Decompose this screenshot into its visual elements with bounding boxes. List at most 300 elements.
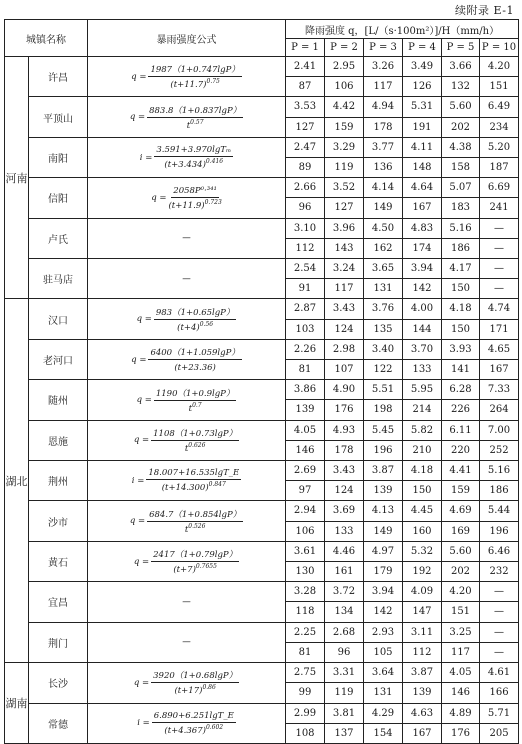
intensity-h-value: 137 bbox=[325, 723, 364, 743]
formula-exponent: 0.626 bbox=[188, 441, 206, 449]
formula-denominator bbox=[189, 401, 202, 414]
formula-exponent: 0.57 bbox=[190, 118, 204, 126]
table-row bbox=[5, 259, 519, 279]
intensity-h-value: — bbox=[480, 238, 519, 258]
intensity-q-value: 5.60 bbox=[442, 541, 480, 561]
intensity-q-value: 5.32 bbox=[403, 541, 442, 561]
intensity-h-value: 149 bbox=[364, 198, 403, 218]
formula-lhs: q = bbox=[129, 112, 146, 123]
intensity-h-value: 117 bbox=[325, 279, 364, 299]
formula-cell bbox=[88, 259, 286, 299]
formula-numerator: 1190（1+0.9lgP） bbox=[155, 388, 235, 399]
intensity-h-value: 148 bbox=[403, 158, 442, 178]
intensity-q-value: 5.16 bbox=[442, 218, 480, 238]
formula-denominator-base: (t+4) bbox=[177, 322, 200, 333]
intensity-q-value: 5.82 bbox=[403, 420, 442, 440]
formula-lhs: i = bbox=[137, 718, 150, 729]
intensity-q-value: — bbox=[480, 218, 519, 238]
intensity-h-value: 96 bbox=[325, 642, 364, 662]
intensity-q-value: 5.45 bbox=[364, 420, 403, 440]
intensity-q-value: 4.83 bbox=[403, 218, 442, 238]
intensity-h-value: 127 bbox=[325, 198, 364, 218]
table-row bbox=[5, 299, 519, 319]
table-row bbox=[5, 663, 519, 683]
formula-cell bbox=[88, 663, 286, 703]
formula-numerator: 1108（1+0.73lgP） bbox=[153, 428, 238, 439]
table-row bbox=[5, 339, 519, 359]
intensity-h-value: 183 bbox=[442, 198, 480, 218]
formula-lhs: q = bbox=[131, 354, 147, 365]
intensity-h-value: 131 bbox=[364, 279, 403, 299]
intensity-h-value: 252 bbox=[480, 440, 519, 460]
header-period: P = 3 bbox=[364, 39, 403, 57]
intensity-h-value: 144 bbox=[403, 319, 442, 339]
formula-fraction bbox=[154, 387, 237, 414]
formula-denominator-base: (t+23.36) bbox=[174, 362, 216, 373]
formula-cell bbox=[88, 178, 286, 218]
formula-lhs: q = bbox=[133, 435, 150, 446]
intensity-h-value: 96 bbox=[286, 198, 325, 218]
intensity-h-value: 112 bbox=[286, 238, 325, 258]
intensity-h-value: 202 bbox=[442, 562, 480, 582]
formula-exponent: 0.847 bbox=[208, 481, 226, 489]
intensity-h-value: 187 bbox=[480, 158, 519, 178]
intensity-q-value: 2.41 bbox=[286, 57, 325, 77]
formula-exponent: 0.7655 bbox=[195, 563, 217, 571]
formula-denominator bbox=[174, 360, 216, 373]
formula-cell bbox=[88, 57, 286, 97]
formula-none: — bbox=[182, 637, 191, 648]
intensity-h-value: 167 bbox=[403, 198, 442, 218]
formula-fraction bbox=[154, 145, 233, 170]
city-name: 卢氏 bbox=[29, 218, 88, 258]
intensity-q-value: 4.69 bbox=[442, 501, 480, 521]
intensity-h-value: 139 bbox=[286, 400, 325, 420]
intensity-h-value: 161 bbox=[325, 562, 364, 582]
intensity-q-value: 4.41 bbox=[442, 461, 480, 481]
intensity-q-value: 2.93 bbox=[364, 622, 403, 642]
continuation-label: 续附录 E-1 bbox=[455, 4, 514, 17]
intensity-q-value: 3.93 bbox=[442, 339, 480, 359]
intensity-q-value: 5.20 bbox=[480, 137, 519, 157]
intensity-q-value: 3.86 bbox=[286, 380, 325, 400]
rainfall-intensity-table bbox=[4, 19, 519, 744]
table-row bbox=[5, 57, 519, 77]
intensity-h-value: 130 bbox=[286, 562, 325, 582]
formula-denominator bbox=[185, 522, 206, 535]
formula-denominator-base: t bbox=[186, 120, 191, 131]
intensity-h-value: 196 bbox=[480, 521, 519, 541]
intensity-h-value: 159 bbox=[325, 117, 364, 137]
formula-fraction bbox=[148, 346, 241, 373]
intensity-h-value: 122 bbox=[364, 360, 403, 380]
header-period: P = 2 bbox=[325, 39, 364, 57]
formula-fraction bbox=[146, 468, 241, 493]
header-formula: 暴雨强度公式 bbox=[88, 20, 286, 57]
intensity-h-value: 139 bbox=[364, 481, 403, 501]
intensity-h-value: 178 bbox=[364, 117, 403, 137]
intensity-q-value: 4.20 bbox=[442, 582, 480, 602]
formula-lhs: q = bbox=[133, 556, 150, 567]
table-row bbox=[5, 622, 519, 642]
city-name: 恩施 bbox=[29, 420, 88, 460]
city-name: 黄石 bbox=[29, 541, 88, 581]
formula-lhs: q = bbox=[129, 516, 146, 527]
intensity-q-value: 4.11 bbox=[403, 137, 442, 157]
intensity-h-value: 103 bbox=[286, 319, 325, 339]
intensity-q-value: 3.65 bbox=[364, 259, 403, 279]
city-name: 信阳 bbox=[29, 178, 88, 218]
intensity-q-value: 5.31 bbox=[403, 97, 442, 117]
intensity-h-value: 158 bbox=[442, 158, 480, 178]
intensity-q-value: 3.70 bbox=[403, 339, 442, 359]
intensity-h-value: 191 bbox=[403, 117, 442, 137]
formula-fraction bbox=[151, 427, 239, 454]
intensity-q-value: 4.38 bbox=[442, 137, 480, 157]
formula-exponent: 0.416 bbox=[205, 158, 224, 166]
intensity-q-value: 3.31 bbox=[325, 663, 364, 683]
formula-denominator bbox=[164, 157, 223, 170]
city-name: 平顶山 bbox=[29, 97, 88, 137]
formula-lhs: i = bbox=[131, 475, 145, 486]
intensity-q-value: 3.77 bbox=[364, 137, 403, 157]
province-name: 湖南 bbox=[5, 663, 29, 744]
intensity-q-value: 4.94 bbox=[364, 97, 403, 117]
city-name: 长沙 bbox=[29, 663, 88, 703]
intensity-q-value: — bbox=[480, 259, 519, 279]
intensity-q-value: 3.43 bbox=[325, 461, 364, 481]
intensity-h-value: 143 bbox=[325, 238, 364, 258]
formula-denominator bbox=[168, 198, 221, 211]
intensity-q-value: 3.52 bbox=[325, 178, 364, 198]
intensity-q-value: 2.94 bbox=[286, 501, 325, 521]
formula-denominator-base: (t+4.367) bbox=[164, 725, 206, 736]
intensity-q-value: 4.46 bbox=[325, 541, 364, 561]
intensity-h-value: 214 bbox=[403, 400, 442, 420]
formula-numerator: 3.591+3.970lgTₘ bbox=[156, 145, 232, 156]
intensity-q-value: 3.87 bbox=[364, 461, 403, 481]
intensity-h-value: 151 bbox=[480, 77, 519, 97]
intensity-h-value: 118 bbox=[286, 602, 325, 622]
header-period: P = 10 bbox=[480, 39, 519, 57]
intensity-h-value: 151 bbox=[442, 602, 480, 622]
intensity-q-value: 2.54 bbox=[286, 259, 325, 279]
intensity-q-value: 5.44 bbox=[480, 501, 519, 521]
intensity-h-value: 134 bbox=[325, 602, 364, 622]
intensity-q-value: 3.29 bbox=[325, 137, 364, 157]
formula-lhs: q = bbox=[136, 314, 152, 325]
intensity-h-value: 174 bbox=[403, 238, 442, 258]
intensity-h-value: 210 bbox=[403, 440, 442, 460]
formula-numerator: 6400（1+1.059lgP） bbox=[150, 348, 240, 359]
intensity-q-value: 6.11 bbox=[442, 420, 480, 440]
intensity-h-value: 150 bbox=[442, 279, 480, 299]
intensity-h-value: 220 bbox=[442, 440, 480, 460]
intensity-h-value: 146 bbox=[286, 440, 325, 460]
intensity-q-value: 4.64 bbox=[403, 178, 442, 198]
intensity-q-value: 4.14 bbox=[364, 178, 403, 198]
intensity-q-value: 4.74 bbox=[480, 299, 519, 319]
formula-fraction bbox=[152, 711, 236, 736]
intensity-q-value: 3.81 bbox=[325, 703, 364, 723]
city-name: 南阳 bbox=[29, 137, 88, 177]
intensity-q-value: 3.53 bbox=[286, 97, 325, 117]
formula-denominator bbox=[170, 77, 219, 90]
intensity-q-value: 4.65 bbox=[480, 339, 519, 359]
intensity-q-value: 4.61 bbox=[480, 663, 519, 683]
intensity-q-value: 6.69 bbox=[480, 178, 519, 198]
intensity-h-value: 234 bbox=[480, 117, 519, 137]
intensity-q-value: 3.24 bbox=[325, 259, 364, 279]
formula-none: — bbox=[182, 273, 191, 284]
formula-denominator bbox=[164, 723, 223, 736]
intensity-q-value: 2.26 bbox=[286, 339, 325, 359]
intensity-q-value: 2.75 bbox=[286, 663, 325, 683]
formula-exponent: 0.7 bbox=[192, 401, 202, 409]
intensity-h-value: 186 bbox=[480, 481, 519, 501]
intensity-h-value: 135 bbox=[364, 319, 403, 339]
intensity-q-value: 2.99 bbox=[286, 703, 325, 723]
intensity-h-value: 131 bbox=[364, 683, 403, 703]
intensity-h-value: 171 bbox=[480, 319, 519, 339]
intensity-h-value: 264 bbox=[480, 400, 519, 420]
formula-numerator: 2058P⁰·³⁴¹ bbox=[173, 185, 217, 196]
intensity-h-value: 179 bbox=[364, 562, 403, 582]
formula-numerator: 883.8（1+0.837lgP） bbox=[149, 105, 242, 116]
intensity-q-value: 2.68 bbox=[325, 622, 364, 642]
intensity-q-value: 3.64 bbox=[364, 663, 403, 683]
formula-none: — bbox=[182, 233, 191, 244]
formula-denominator-base: t bbox=[184, 443, 189, 454]
intensity-q-value: 4.05 bbox=[286, 420, 325, 440]
intensity-h-value: 126 bbox=[403, 77, 442, 97]
intensity-q-value: 4.45 bbox=[403, 501, 442, 521]
intensity-h-value: 81 bbox=[286, 642, 325, 662]
intensity-q-value: 3.69 bbox=[325, 501, 364, 521]
intensity-q-value: 4.42 bbox=[325, 97, 364, 117]
formula-numerator: 2417（1+0.79lgP） bbox=[153, 550, 238, 561]
formula-denominator bbox=[185, 441, 206, 454]
intensity-h-value: 149 bbox=[364, 521, 403, 541]
formula-denominator bbox=[177, 320, 213, 333]
formula-cell bbox=[88, 703, 286, 743]
formula-cell bbox=[88, 97, 286, 137]
intensity-q-value: 2.69 bbox=[286, 461, 325, 481]
intensity-q-value: 7.33 bbox=[480, 380, 519, 400]
formula-numerator: 684.7（1+0.854lgP） bbox=[149, 509, 242, 520]
intensity-q-value: 5.95 bbox=[403, 380, 442, 400]
formula-denominator-base: (t+11.9) bbox=[168, 200, 205, 211]
formula-cell bbox=[88, 137, 286, 177]
intensity-h-value: 99 bbox=[286, 683, 325, 703]
province-name: 河南 bbox=[5, 57, 29, 299]
formula-cell bbox=[88, 380, 286, 420]
intensity-h-value: 119 bbox=[325, 158, 364, 178]
intensity-q-value: 5.71 bbox=[480, 703, 519, 723]
intensity-h-value: — bbox=[480, 602, 519, 622]
intensity-q-value: 4.50 bbox=[364, 218, 403, 238]
city-name: 沙市 bbox=[29, 501, 88, 541]
formula-lhs: q = bbox=[131, 71, 147, 82]
formula-fraction bbox=[151, 548, 239, 575]
intensity-q-value: 4.05 bbox=[442, 663, 480, 683]
intensity-h-value: 186 bbox=[442, 238, 480, 258]
formula-exponent: 0.86 bbox=[202, 684, 216, 692]
formula-cell bbox=[88, 299, 286, 339]
intensity-q-value: 2.66 bbox=[286, 178, 325, 198]
formula-numerator: 983（1+0.65lgP） bbox=[155, 307, 235, 318]
city-name: 老河口 bbox=[29, 339, 88, 379]
intensity-q-value: 7.00 bbox=[480, 420, 519, 440]
city-name: 汉口 bbox=[29, 299, 88, 339]
intensity-h-value: 167 bbox=[480, 360, 519, 380]
intensity-h-value: 176 bbox=[442, 723, 480, 743]
intensity-q-value: 5.16 bbox=[480, 461, 519, 481]
formula-denominator-base: (t+7) bbox=[173, 564, 196, 575]
intensity-q-value: 3.72 bbox=[325, 582, 364, 602]
formula-exponent: 0.75 bbox=[206, 78, 220, 86]
city-name: 许昌 bbox=[29, 57, 88, 97]
intensity-h-value: 169 bbox=[442, 521, 480, 541]
intensity-q-value: 2.47 bbox=[286, 137, 325, 157]
intensity-h-value: 133 bbox=[403, 360, 442, 380]
intensity-h-value: 150 bbox=[442, 319, 480, 339]
formula-lhs: q = bbox=[133, 677, 150, 688]
city-name: 驻马店 bbox=[29, 259, 88, 299]
table-body bbox=[5, 57, 519, 744]
formula-denominator bbox=[173, 562, 217, 575]
formula-lhs: q = bbox=[151, 192, 167, 203]
intensity-h-value: 87 bbox=[286, 77, 325, 97]
formula-cell bbox=[88, 622, 286, 662]
intensity-h-value: 150 bbox=[403, 481, 442, 501]
formula-fraction bbox=[148, 63, 241, 90]
table-row bbox=[5, 137, 519, 157]
intensity-h-value: 178 bbox=[325, 440, 364, 460]
formula-denominator-base: (t+3.434) bbox=[164, 159, 206, 170]
intensity-h-value: 142 bbox=[364, 602, 403, 622]
intensity-h-value: 139 bbox=[403, 683, 442, 703]
intensity-q-value: 3.26 bbox=[364, 57, 403, 77]
formula-numerator: 6.890+6.251lgT_E bbox=[153, 710, 234, 721]
formula-denominator bbox=[174, 683, 215, 696]
formula-denominator-base: t bbox=[184, 524, 189, 535]
intensity-h-value: 106 bbox=[325, 77, 364, 97]
intensity-q-value: 4.89 bbox=[442, 703, 480, 723]
intensity-h-value: 142 bbox=[403, 279, 442, 299]
formula-fraction bbox=[147, 104, 243, 131]
formula-cell bbox=[88, 501, 286, 541]
intensity-h-value: 91 bbox=[286, 279, 325, 299]
intensity-q-value: 3.96 bbox=[325, 218, 364, 238]
formula-numerator: 1987（1+0.747lgP） bbox=[150, 65, 240, 76]
intensity-h-value: 107 bbox=[325, 360, 364, 380]
table-row bbox=[5, 380, 519, 400]
intensity-q-value: 3.66 bbox=[442, 57, 480, 77]
city-name: 荆州 bbox=[29, 461, 88, 501]
formula-cell bbox=[88, 461, 286, 501]
intensity-q-value: — bbox=[480, 622, 519, 642]
intensity-q-value: 2.95 bbox=[325, 57, 364, 77]
intensity-h-value: 176 bbox=[325, 400, 364, 420]
intensity-h-value: 133 bbox=[325, 521, 364, 541]
table-row bbox=[5, 582, 519, 602]
intensity-h-value: 205 bbox=[480, 723, 519, 743]
intensity-q-value: 4.93 bbox=[325, 420, 364, 440]
formula-none: — bbox=[182, 596, 191, 607]
intensity-h-value: 89 bbox=[286, 158, 325, 178]
formula-numerator: 3920（1+0.68lgP） bbox=[153, 671, 238, 682]
intensity-q-value: 3.40 bbox=[364, 339, 403, 359]
intensity-h-value: 141 bbox=[442, 360, 480, 380]
intensity-q-value: 6.46 bbox=[480, 541, 519, 561]
intensity-q-value: 4.29 bbox=[364, 703, 403, 723]
intensity-q-value: 5.60 bbox=[442, 97, 480, 117]
formula-fraction bbox=[147, 508, 243, 535]
intensity-h-value: 112 bbox=[403, 642, 442, 662]
intensity-h-value: 105 bbox=[364, 642, 403, 662]
intensity-q-value: 3.11 bbox=[403, 622, 442, 642]
intensity-h-value: 97 bbox=[286, 481, 325, 501]
intensity-h-value: 119 bbox=[325, 683, 364, 703]
intensity-h-value: — bbox=[480, 279, 519, 299]
intensity-q-value: 4.09 bbox=[403, 582, 442, 602]
formula-numerator: 18.007+16.535lgT_E bbox=[148, 468, 240, 479]
intensity-q-value: 6.28 bbox=[442, 380, 480, 400]
intensity-h-value: 202 bbox=[442, 117, 480, 137]
formula-fraction bbox=[154, 306, 237, 333]
intensity-h-value: 232 bbox=[480, 562, 519, 582]
intensity-q-value: 4.97 bbox=[364, 541, 403, 561]
city-name: 常德 bbox=[29, 703, 88, 743]
city-name: 随州 bbox=[29, 380, 88, 420]
intensity-q-value: 3.94 bbox=[403, 259, 442, 279]
header-period: P = 1 bbox=[286, 39, 325, 57]
intensity-h-value: — bbox=[480, 642, 519, 662]
formula-exponent: 0.56 bbox=[199, 320, 214, 328]
intensity-h-value: 136 bbox=[364, 158, 403, 178]
intensity-q-value: 3.76 bbox=[364, 299, 403, 319]
intensity-h-value: 106 bbox=[286, 521, 325, 541]
table-row bbox=[5, 97, 519, 117]
intensity-q-value: 4.17 bbox=[442, 259, 480, 279]
intensity-h-value: 117 bbox=[442, 642, 480, 662]
intensity-h-value: 167 bbox=[403, 723, 442, 743]
table-row bbox=[5, 218, 519, 238]
intensity-q-value: 5.07 bbox=[442, 178, 480, 198]
intensity-q-value: 3.94 bbox=[364, 582, 403, 602]
intensity-h-value: 198 bbox=[364, 400, 403, 420]
intensity-q-value: 2.25 bbox=[286, 622, 325, 642]
table-row bbox=[5, 461, 519, 481]
formula-cell bbox=[88, 218, 286, 258]
city-name: 宜昌 bbox=[29, 582, 88, 622]
intensity-h-value: 132 bbox=[442, 77, 480, 97]
table-row bbox=[5, 501, 519, 521]
intensity-q-value: 4.18 bbox=[442, 299, 480, 319]
header-region: 城镇名称 bbox=[5, 20, 88, 57]
formula-exponent: 0.526 bbox=[188, 522, 206, 530]
table-row bbox=[5, 420, 519, 440]
intensity-q-value: 4.13 bbox=[364, 501, 403, 521]
intensity-q-value: 3.43 bbox=[325, 299, 364, 319]
intensity-h-value: 160 bbox=[403, 521, 442, 541]
intensity-q-value: 3.49 bbox=[403, 57, 442, 77]
intensity-h-value: 124 bbox=[325, 319, 364, 339]
header-period: P = 4 bbox=[403, 39, 442, 57]
intensity-h-value: 196 bbox=[364, 440, 403, 460]
intensity-h-value: 166 bbox=[480, 683, 519, 703]
